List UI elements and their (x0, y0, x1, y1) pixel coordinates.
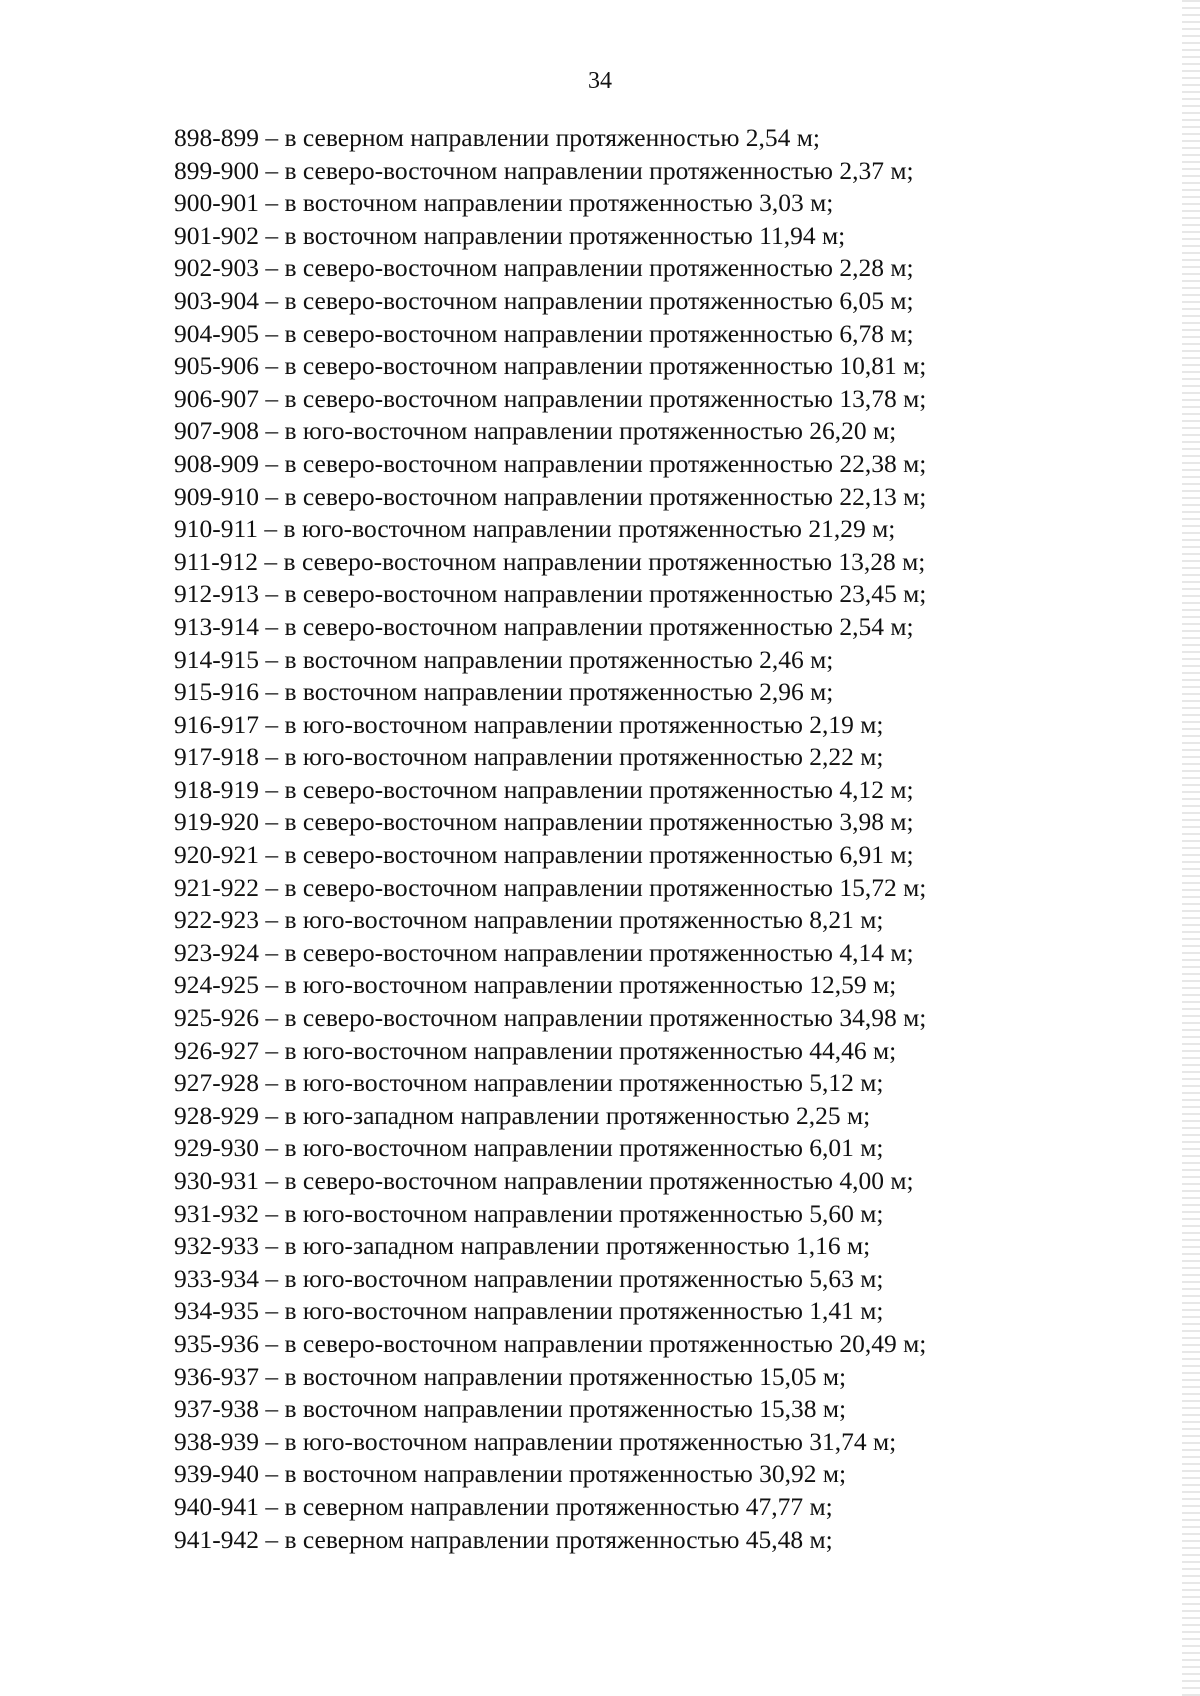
boundary-segment-line: 926-927 – в юго-восточном направлении протяженностью 44,46 м; (174, 1035, 897, 1065)
boundary-segment-line: 939-940 – в восточном направлении протяженностью 30,92 м; (174, 1459, 847, 1489)
boundary-segment-line: 941-942 – в северном направлении протяженностью 45,48 м; (174, 1524, 833, 1554)
boundary-segment-line: 922-923 – в юго-восточном направлении протяженностью 8,21 м; (174, 905, 884, 935)
boundary-segment-line: 928-929 – в юго-западном направлении протяженностью 2,25 м; (174, 1100, 871, 1130)
boundary-segment-line: 934-935 – в юго-восточном направлении протяженностью 1,41 м; (174, 1296, 884, 1326)
boundary-segment-line: 902-903 – в северо-восточном направлении протяженностью 2,28 м; (174, 253, 914, 283)
boundary-segment-line: 901-902 – в восточном направлении протяженностью 11,94 м; (174, 220, 846, 250)
boundary-segment-line: 914-915 – в восточном направлении протяженностью 2,46 м; (174, 644, 834, 674)
boundary-segment-line: 919-920 – в северо-восточном направлении протяженностью 3,98 м; (174, 807, 914, 837)
boundary-segment-line: 905-906 – в северо-восточном направлении протяженностью 10,81 м; (174, 351, 927, 381)
boundary-segment-line: 917-918 – в юго-восточном направлении протяженностью 2,22 м; (174, 742, 884, 772)
boundary-segment-line: 900-901 – в восточном направлении протяженностью 3,03 м; (174, 188, 834, 218)
boundary-segment-line: 929-930 – в юго-восточном направлении протяженностью 6,01 м; (174, 1133, 884, 1163)
boundary-segment-line: 931-932 – в юго-восточном направлении протяженностью 5,60 м; (174, 1198, 884, 1228)
boundary-segment-line: 911-912 – в северо-восточном направлении протяженностью 13,28 м; (174, 546, 926, 576)
boundary-segment-line: 924-925 – в юго-восточном направлении протяженностью 12,59 м; (174, 970, 897, 1000)
boundary-segment-line: 933-934 – в юго-восточном направлении протяженностью 5,63 м; (174, 1263, 884, 1293)
boundary-segment-line: 899-900 – в северо-восточном направлении протяженностью 2,37 м; (174, 155, 914, 185)
boundary-segment-line: 938-939 – в юго-восточном направлении протяженностью 31,74 м; (174, 1426, 897, 1456)
boundary-segment-line: 920-921 – в северо-восточном направлении протяженностью 6,91 м; (174, 840, 914, 870)
boundary-segment-line: 910-911 – в юго-восточном направлении протяженностью 21,29 м; (174, 514, 896, 544)
boundary-segment-line: 907-908 – в юго-восточном направлении протяженностью 26,20 м; (174, 416, 897, 446)
boundary-segment-line: 930-931 – в северо-восточном направлении протяженностью 4,00 м; (174, 1166, 914, 1195)
boundary-segment-line: 898-899 – в северном направлении протяженностью 2,54 м; (174, 123, 821, 152)
boundary-segment-line: 903-904 – в северо-восточном направлении протяженностью 6,05 м; (174, 285, 914, 315)
boundary-segment-line: 921-922 – в северо-восточном направлении протяженностью 15,72 м; (174, 872, 927, 902)
boundary-segment-line: 927-928 – в юго-восточном направлении протяженностью 5,12 м; (174, 1068, 884, 1098)
boundary-segment-line: 923-924 – в северо-восточном направлении протяженностью 4,14 м; (174, 937, 914, 967)
boundary-segment-line: 908-909 – в северо-восточном направлении протяженностью 22,38 м; (174, 448, 927, 478)
boundary-segment-line: 912-913 – в северо-восточном направлении протяженностью 23,45 м; (174, 579, 927, 609)
boundary-segment-line: 904-905 – в северо-восточном направлении протяженностью 6,78 м; (174, 318, 914, 348)
boundary-segment-line: 913-914 – в северо-восточном направлении протяженностью 2,54 м; (174, 611, 914, 641)
boundary-segment-line: 915-916 – в восточном направлении протяженностью 2,96 м; (174, 677, 834, 707)
page-number: 34 (588, 68, 612, 94)
boundary-segment-line: 932-933 – в юго-западном направлении протяженностью 1,16 м; (174, 1231, 871, 1261)
boundary-segment-line: 936-937 – в восточном направлении протяженностью 15,05 м; (174, 1361, 847, 1391)
boundary-segment-line: 909-910 – в северо-восточном направлении протяженностью 22,13 м; (174, 481, 927, 511)
boundary-segment-list (174, 122, 1074, 1556)
boundary-segment-line: 940-941 – в северном направлении протяженностью 47,77 м; (174, 1491, 833, 1521)
boundary-segment-line: 935-936 – в северо-восточном направлении протяженностью 20,49 м; (174, 1328, 927, 1358)
boundary-segment-line: 916-917 – в юго-восточном направлении протяженностью 2,19 м; (174, 709, 884, 739)
boundary-segment-line: 906-907 – в северо-восточном направлении протяженностью 13,78 м; (174, 383, 927, 413)
scan-edge-artifact (1182, 0, 1200, 1696)
boundary-segment-line: 918-919 – в северо-восточном направлении протяженностью 4,12 м; (174, 774, 914, 804)
boundary-segment-line: 925-926 – в северо-восточном направлении протяженностью 34,98 м; (174, 1003, 927, 1033)
boundary-segment-line: 937-938 – в восточном направлении протяженностью 15,38 м; (174, 1394, 847, 1424)
